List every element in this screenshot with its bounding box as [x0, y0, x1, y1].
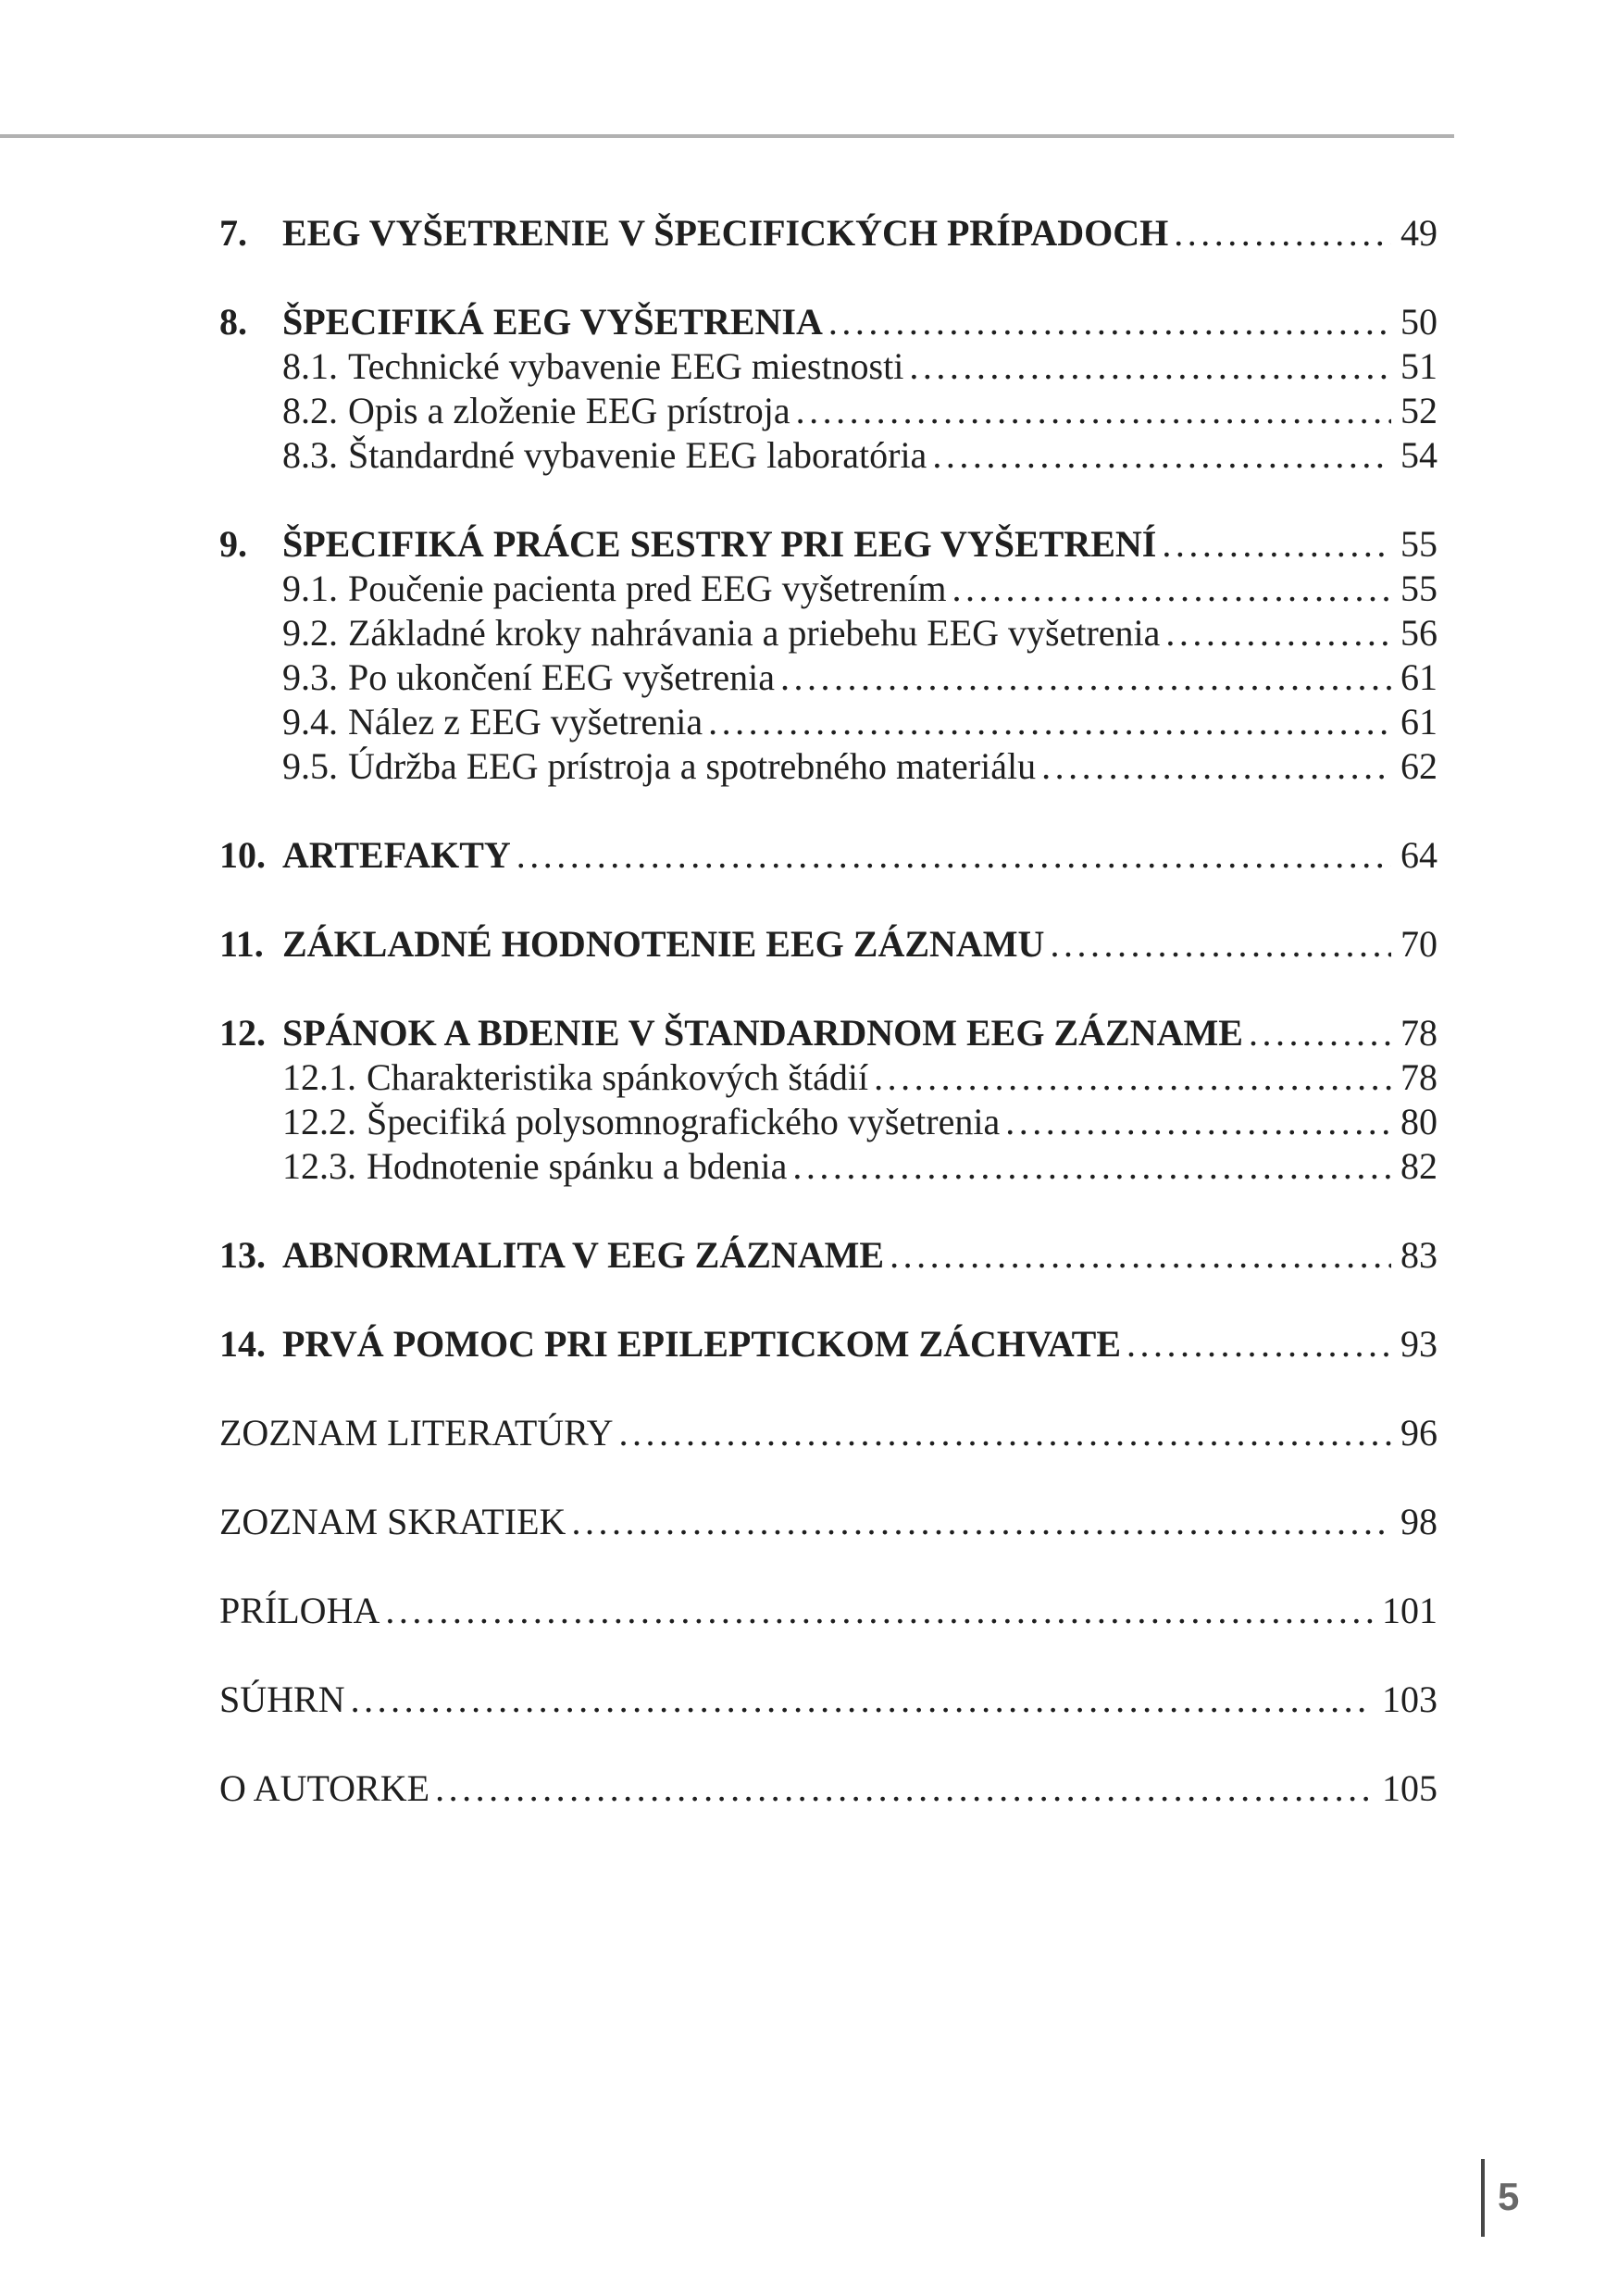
toc-entry-number: 10. [219, 834, 266, 876]
dot-leader [435, 1766, 1373, 1811]
dot-leader [780, 655, 1391, 700]
toc-entry [219, 300, 1438, 344]
toc-entry [219, 389, 1438, 433]
toc-entry-title: Hodnotenie spánku a bdenia [367, 1145, 788, 1187]
toc-entry [219, 655, 1438, 700]
toc-entry-page: 70 [1400, 923, 1438, 965]
toc-entry-page: 61 [1400, 656, 1438, 698]
dot-leader [796, 389, 1391, 433]
dot-leader [1041, 744, 1391, 789]
toc-entry-title: Poučenie pacienta pred EEG vyšetrením [348, 568, 947, 609]
dot-leader [909, 344, 1391, 389]
toc-entry [219, 700, 1438, 744]
dot-leader [1050, 922, 1391, 967]
toc-entry-title: Údržba EEG prístroja a spotrebného materiálu [348, 745, 1037, 787]
toc-entry-title: Charakteristika spánkových štádií [367, 1056, 869, 1098]
toc-entry [219, 1233, 1438, 1278]
toc-entry-title: SÚHRN [219, 1678, 345, 1720]
toc-entry [219, 1589, 1438, 1633]
toc-entry-title: Štandardné vybavenie EEG laboratória [348, 434, 927, 476]
dot-leader [932, 433, 1391, 478]
toc-entry-title: SPÁNOK A BDENIE V ŠTANDARDNOM EEG ZÁZNAME [282, 1012, 1243, 1054]
toc-entry-number: 9.5. [282, 745, 338, 787]
dot-leader [874, 1055, 1391, 1100]
toc-entry-title: Základné kroky nahrávania a priebehu EEG vyšetrenia [348, 612, 1161, 654]
dot-leader [792, 1144, 1391, 1189]
toc-entry-number: 9. [219, 523, 247, 565]
dot-leader [619, 1411, 1391, 1455]
dot-leader [1174, 211, 1391, 256]
toc-entry [219, 1011, 1438, 1055]
toc-entry [219, 567, 1438, 611]
dot-leader [385, 1589, 1373, 1633]
toc-entry [219, 344, 1438, 389]
toc-entry-page: 82 [1400, 1145, 1438, 1187]
toc-entry-number: 7. [219, 212, 247, 254]
toc-entry-title: Špecifiká polysomnografického vyšetrenia [367, 1101, 1001, 1142]
toc-entry-number: 12. [219, 1012, 266, 1054]
toc-entry [219, 922, 1438, 967]
toc-entry-page: 98 [1400, 1501, 1438, 1542]
toc-entry-page: 96 [1400, 1412, 1438, 1454]
toc-entry-page: 103 [1382, 1678, 1438, 1720]
dot-leader [708, 700, 1391, 744]
toc-entry [219, 1500, 1438, 1544]
toc-entry-page: 55 [1400, 568, 1438, 609]
toc-entry-title: ZOZNAM SKRATIEK [219, 1501, 566, 1542]
toc-entry [219, 1322, 1438, 1366]
dot-leader [351, 1678, 1373, 1722]
toc-entry-number: 14. [219, 1323, 266, 1365]
toc-entry [219, 1100, 1438, 1144]
toc-entry-page: 64 [1400, 834, 1438, 876]
toc-entry-title: PRÍLOHA [219, 1590, 380, 1631]
toc-entry-title: ZOZNAM LITERATÚRY [219, 1412, 614, 1454]
toc-entry [219, 611, 1438, 655]
toc-entry-number: 8.1. [282, 345, 338, 387]
toc-entry-title: ARTEFAKTY [282, 834, 511, 876]
toc-entry-number: 9.3. [282, 656, 338, 698]
toc-entry-page: 101 [1382, 1590, 1438, 1631]
dot-leader [1162, 522, 1391, 567]
toc-entry-number: 8.3. [282, 434, 338, 476]
toc-entry-title: Opis a zloženie EEG prístroja [348, 390, 790, 431]
toc-entry-number: 12.1. [282, 1056, 356, 1098]
dot-leader [1165, 611, 1391, 655]
dot-leader [517, 833, 1391, 878]
dot-leader [1249, 1011, 1391, 1055]
dot-leader [571, 1500, 1391, 1544]
toc-entry-title: EEG VYŠETRENIE V ŠPECIFICKÝCH PRÍPADOCH [282, 212, 1169, 254]
toc-entry-page: 61 [1400, 701, 1438, 742]
toc-entry-page: 54 [1400, 434, 1438, 476]
dot-leader [1126, 1322, 1391, 1366]
toc-entry-number: 9.4. [282, 701, 338, 742]
toc-entry [219, 1766, 1438, 1811]
toc-entry-page: 49 [1400, 212, 1438, 254]
toc-entry-title: Nález z EEG vyšetrenia [348, 701, 703, 742]
toc-entry-page: 62 [1400, 745, 1438, 787]
toc-entry-page: 51 [1400, 345, 1438, 387]
toc-entry-page: 83 [1400, 1234, 1438, 1276]
dot-leader [952, 567, 1391, 611]
toc-entry [219, 744, 1438, 789]
toc-entry-page: 52 [1400, 390, 1438, 431]
toc-entry [219, 1678, 1438, 1722]
toc-entry [219, 833, 1438, 878]
toc-entry-title: ŠPECIFIKÁ PRÁCE SESTRY PRI EEG VYŠETRENÍ [282, 523, 1157, 565]
toc-entry [219, 211, 1438, 256]
toc-entry [219, 522, 1438, 567]
toc-entry [219, 1144, 1438, 1189]
toc-entry [219, 433, 1438, 478]
toc-entry-number: 12.3. [282, 1145, 356, 1187]
toc-entry-page: 78 [1400, 1056, 1438, 1098]
toc-entry-page: 80 [1400, 1101, 1438, 1142]
toc-entry-page: 78 [1400, 1012, 1438, 1054]
footer-divider-bar [1481, 2159, 1485, 2237]
toc-entry-number: 11. [219, 923, 264, 965]
toc-entry-title: ABNORMALITA V EEG ZÁZNAME [282, 1234, 885, 1276]
toc-entry-title: Technické vybavenie EEG miestnosti [348, 345, 904, 387]
toc-entry-title: O AUTORKE [219, 1767, 430, 1809]
toc-entry-number: 9.1. [282, 568, 338, 609]
footer-page-number: 5 [1498, 2175, 1520, 2218]
table-of-contents [219, 211, 1438, 1811]
dot-leader [828, 300, 1391, 344]
toc-entry-page: 50 [1400, 301, 1438, 343]
dot-leader [1005, 1100, 1391, 1144]
toc-entry-title: ZÁKLADNÉ HODNOTENIE EEG ZÁZNAMU [282, 923, 1045, 965]
toc-entry-title: PRVÁ POMOC PRI EPILEPTICKOM ZÁCHVATE [282, 1323, 1122, 1365]
toc-entry-title: ŠPECIFIKÁ EEG VYŠETRENIA [282, 301, 823, 343]
toc-entry-page: 56 [1400, 612, 1438, 654]
toc-entry-number: 13. [219, 1234, 266, 1276]
header-divider-rule [0, 134, 1454, 138]
toc-entry-number: 12.2. [282, 1101, 356, 1142]
toc-entry-number: 8. [219, 301, 247, 343]
toc-entry-number: 8.2. [282, 390, 338, 431]
toc-entry-number: 9.2. [282, 612, 338, 654]
toc-entry-page: 55 [1400, 523, 1438, 565]
dot-leader [890, 1233, 1391, 1278]
toc-entry-page: 105 [1382, 1767, 1438, 1809]
toc-entry-title: Po ukončení EEG vyšetrenia [348, 656, 775, 698]
toc-entry [219, 1411, 1438, 1455]
toc-entry-page: 93 [1400, 1323, 1438, 1365]
toc-entry [219, 1055, 1438, 1100]
